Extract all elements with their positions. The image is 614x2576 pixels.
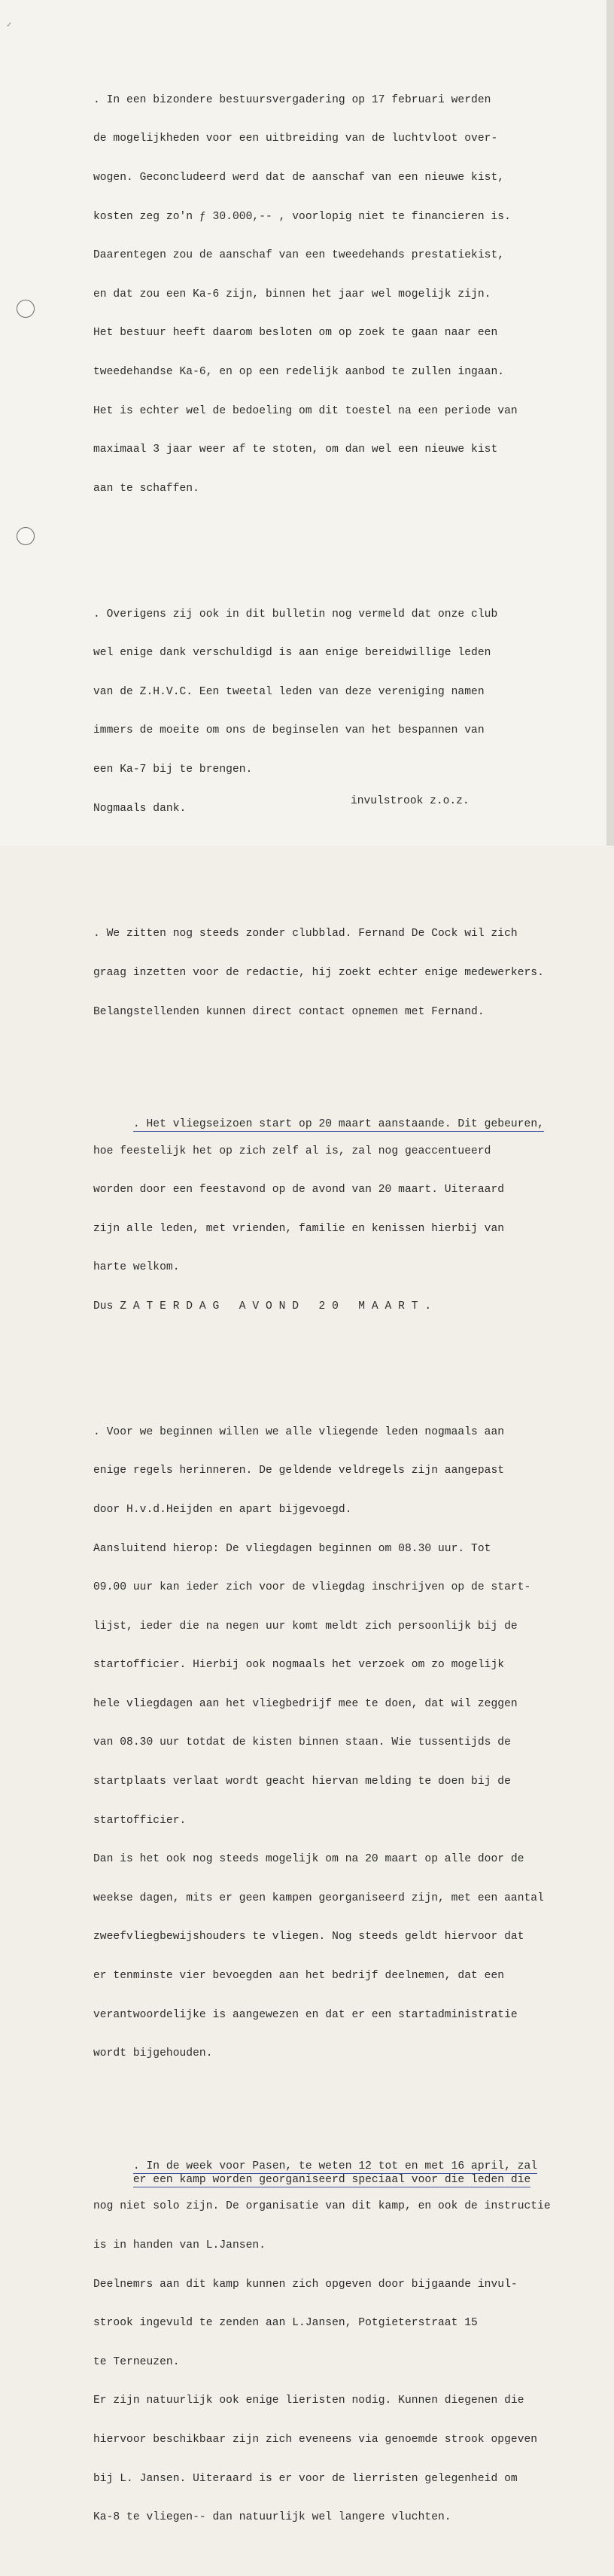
text-line: hiervoor beschikbaar zijn zich eveneens via genoemde strook opgeven xyxy=(93,2433,538,2446)
text-line: verantwoordelijke is aangewezen en dat er een startadministratie xyxy=(93,2008,518,2021)
text-line: zweefvliegbewijshouders te vliegen. Nog steeds geldt hiervoor dat xyxy=(93,1931,524,1943)
text-line: kosten zeg zo'n ƒ 30.000,-- , voorlopig niet te financieren is. xyxy=(93,210,511,223)
paragraph-clubblad xyxy=(93,902,605,1044)
text-line: startofficier. xyxy=(93,1814,187,1827)
text-line: wel enige dank verschuldigd is aan enige bereidwillige leden xyxy=(93,647,491,660)
text-line: startofficier. Hierbij ook nogmaals het verzoek om zo mogelijk xyxy=(93,1659,505,1672)
footer-note: invulstrook z.o.z. xyxy=(351,795,470,807)
text-line: te Terneuzen. xyxy=(93,2355,180,2368)
underlined-line: er een kamp worden georganiseerd speciaal voor die leden die xyxy=(133,2174,530,2187)
text-line: . We zitten nog steeds zonder clubblad. Fernand De Cock wil zich xyxy=(93,928,518,940)
paragraph-veldregels xyxy=(93,1400,605,2087)
text-line: Er zijn natuurlijk ook enige lieristen nodig. Kunnen diegenen die xyxy=(93,2395,524,2407)
underlined-line: . In de week voor Pasen, te weten 12 tot en met 16 april, zal xyxy=(133,2160,537,2174)
text-line: enige regels herinneren. De geldende veldregels zijn aangepast xyxy=(93,1465,505,1477)
underlined-line: . Het vliegseizoen start op 20 maart aanstaande. Dit gebeuren, xyxy=(133,1118,544,1132)
pencil-mark: ✓ xyxy=(6,21,13,29)
text-line: . In een bizondere bestuursvergadering op 17 februari werden xyxy=(93,93,491,106)
punch-hole-lower xyxy=(17,527,35,545)
paragraph-dank-zhvc xyxy=(93,582,605,841)
text-line: Belangstellenden kunnen direct contact opnemen met Fernand. xyxy=(93,1005,485,1018)
text-line: . Overigens zij ook in dit bulletin nog vermeld dat onze club xyxy=(93,608,498,620)
text-line: van de Z.H.V.C. Een tweetal leden van deze vereniging namen xyxy=(93,685,485,698)
text-line: Daarentegen zou de aanschaf van een tweedehands prestatiekist, xyxy=(93,249,505,262)
page-edge xyxy=(606,0,614,846)
text-line: bij L. Jansen. Uiteraard is er voor de lierristen gelegenheid om xyxy=(93,2472,518,2485)
text-line: harte welkom. xyxy=(93,1261,180,1274)
text-line: aan te schaffen. xyxy=(93,482,199,495)
text-line: nog niet solo zijn. De organisatie van dit kamp, en ook de instructie xyxy=(93,2200,551,2213)
text-line: door H.v.d.Heijden en apart bijgevoegd. xyxy=(93,1503,352,1516)
paragraph-paaskamp xyxy=(93,2148,605,2550)
text-line: en dat zou een Ka-6 zijn, binnen het jaar wel mogelijk zijn. xyxy=(93,288,491,300)
text-line: startplaats verlaat wordt geacht hiervan melding te doen bij de xyxy=(93,1776,511,1788)
text-line: wogen. Geconcludeerd werd dat de aanschaf van een nieuwe kist, xyxy=(93,172,505,184)
text-line: . Voor we beginnen willen we alle vliegende leden nogmaals aan xyxy=(93,1425,505,1438)
punch-hole-upper xyxy=(17,300,35,318)
text-line: hoe feestelijk het op zich zelf al is, zal nog geaccentueerd xyxy=(93,1145,491,1157)
text-line: strook ingevuld te zenden aan L.Jansen, Potgieterstraat 15 xyxy=(93,2317,478,2330)
text-line: is in handen van L.Jansen. xyxy=(93,2239,266,2251)
text-line: 09.00 uur kan ieder zich voor de vliegdag inschrijven op de start- xyxy=(93,1581,531,1594)
text-line: een Ka-7 bij te brengen. xyxy=(93,763,253,776)
bulletin-text xyxy=(93,42,605,2576)
text-line: worden door een feestavond op de avond van 20 maart. Uiteraard xyxy=(93,1184,505,1197)
text-line: Aansluitend hierop: De vliegdagen beginnen om 08.30 uur. Tot xyxy=(93,1542,491,1555)
text-line: er tenminste vier bevoegden aan het bedrijf deelnemen, dat een xyxy=(93,1970,505,1983)
text-line: Dus Z A T E R D A G A V O N D 2 0 M A A R T . xyxy=(93,1300,432,1312)
text-line: de mogelijkheden voor een uitbreiding van de luchtvloot over- xyxy=(93,133,498,145)
text-line: tweedehandse Ka-6, en op een redelijk aanbod te zullen ingaan. xyxy=(93,365,505,378)
text-line: lijst, ieder die na negen uur komt meldt zich persoonlijk bij de xyxy=(93,1620,518,1632)
text-line: wordt bijgehouden. xyxy=(93,2047,213,2060)
text-line: Het is echter wel de bedoeling om dit toestel na een periode van xyxy=(93,404,518,417)
text-line: Nogmaals dank. xyxy=(93,802,187,815)
text-line: Deelnemrs aan dit kamp kunnen zich opgeven door bijgaande invul- xyxy=(93,2278,518,2291)
text-line: maximaal 3 jaar weer af te stoten, om dan wel een nieuwe kist xyxy=(93,444,498,456)
text-line: graag inzetten voor de redactie, hij zoekt echter enige medewerkers. xyxy=(93,966,544,979)
text-line: zijn alle leden, met vrienden, familie en kenissen hierbij van xyxy=(93,1222,505,1235)
text-line: van 08.30 uur totdat de kisten binnen staan. Wie tussentijds de xyxy=(93,1736,511,1749)
paragraph-luchtvloot xyxy=(93,68,605,521)
text-line: Ka-8 te vliegen-- dan natuurlijk wel langere vluchten. xyxy=(93,2511,451,2524)
text-line: Het bestuur heeft daarom besloten om op zoek te gaan naar een xyxy=(93,327,498,340)
text-line: Dan is het ook nog steeds mogelijk om na 20 maart op alle door de xyxy=(93,1853,524,1866)
text-line: hele vliegdagen aan het vliegbedrijf mee te doen, dat wil zeggen xyxy=(93,1697,518,1710)
paragraph-vliegseizoen xyxy=(93,1105,605,1340)
text-line: immers de moeite om ons de beginselen van het bespannen van xyxy=(93,724,485,737)
text-line: weekse dagen, mits er geen kampen georganiseerd zijn, met een aantal xyxy=(93,1892,544,1904)
